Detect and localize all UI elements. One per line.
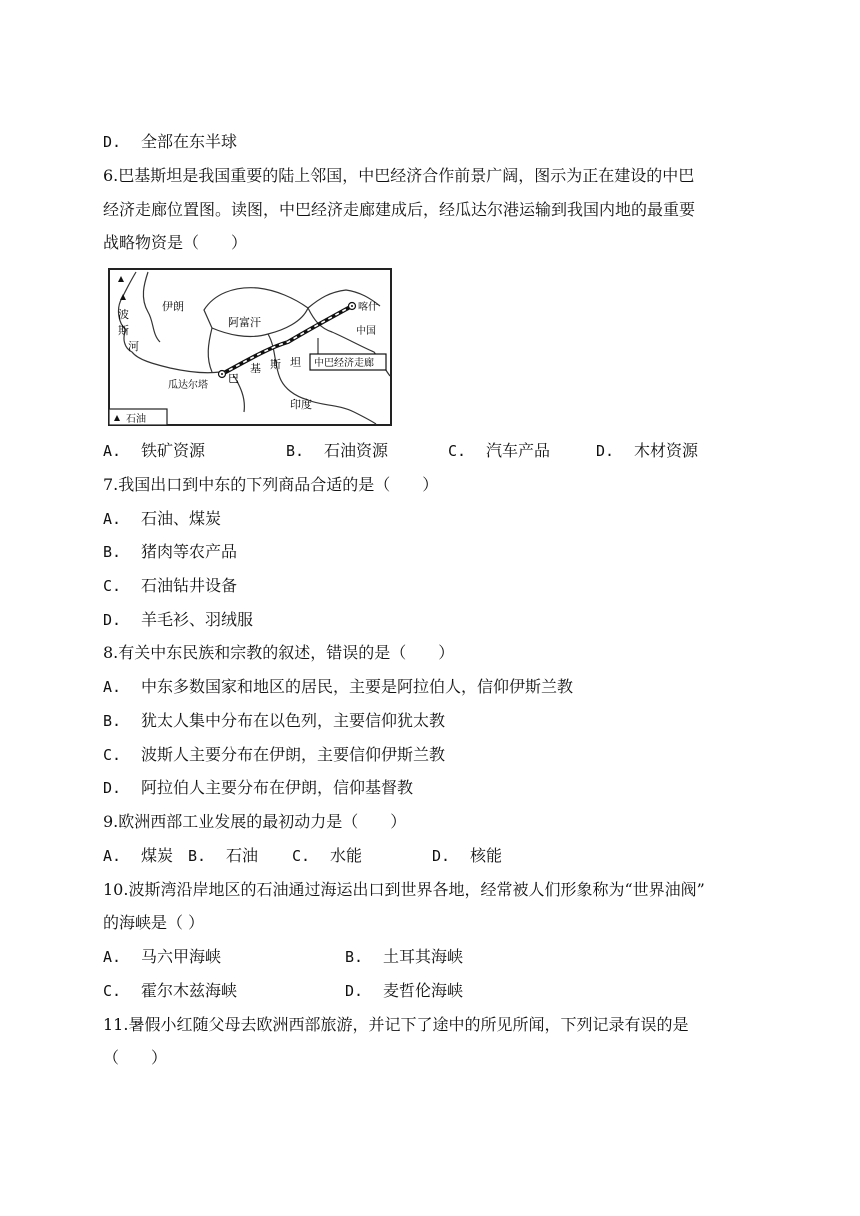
label-legend-oil: 石油 xyxy=(126,414,146,425)
q6-stem-line-3: 战略物资是（ ） xyxy=(103,233,248,252)
option-text: 水能 xyxy=(330,846,363,865)
option-text: 羊毛衫、羽绒服 xyxy=(141,610,254,629)
option-text: 石油钻井设备 xyxy=(141,576,238,595)
option-text: 核能 xyxy=(470,846,503,865)
option-letter: D. xyxy=(103,133,122,151)
q6-option-b xyxy=(286,441,388,461)
option-text: 土耳其海峡 xyxy=(383,947,464,966)
option-text: 石油、煤炭 xyxy=(141,509,222,528)
option-letter: B. xyxy=(345,948,364,966)
option-text: 犹太人集中分布在以色列，主要信仰犹太教 xyxy=(141,711,446,730)
option-text: 猪肉等农产品 xyxy=(141,542,238,561)
option-text: 马六甲海峡 xyxy=(141,947,222,966)
label-pakistan-2: 基 xyxy=(250,362,261,375)
option-letter: B. xyxy=(286,442,305,460)
q7-option-b xyxy=(103,542,237,562)
map-frame xyxy=(109,269,391,425)
q10-option-c xyxy=(103,981,237,1001)
q10-option-d xyxy=(345,981,463,1001)
option-letter: C. xyxy=(103,746,122,764)
option-letter: C. xyxy=(292,847,311,865)
q7-option-d xyxy=(103,610,253,630)
option-letter: A. xyxy=(103,847,122,865)
option-letter: D. xyxy=(432,847,451,865)
option-text: 铁矿资源 xyxy=(141,441,206,460)
option-letter: C. xyxy=(103,577,122,595)
option-letter: B. xyxy=(103,543,122,561)
option-text: 中东多数国家和地区的居民，主要是阿拉伯人，信仰伊斯兰教 xyxy=(141,677,574,696)
q9-option-a xyxy=(103,846,173,866)
q10-stem-line-2: 的海峡是（ ） xyxy=(103,913,205,932)
q9-option-b xyxy=(188,846,258,866)
label-corridor: 中巴经济走廊 xyxy=(314,358,374,369)
option-text: 煤炭 xyxy=(141,846,174,865)
option-text: 麦哲伦海峡 xyxy=(383,981,464,1000)
option-letter: D. xyxy=(596,442,615,460)
gwadar-marker-dot xyxy=(221,373,223,375)
option-letter: D. xyxy=(103,611,122,629)
q9-option-c xyxy=(292,846,362,866)
q6-option-a xyxy=(103,441,205,461)
option-letter: A. xyxy=(103,678,122,696)
q5-option-d xyxy=(103,132,237,152)
kashgar-marker-dot xyxy=(351,305,353,307)
q7-option-c xyxy=(103,576,237,596)
option-text: 阿拉伯人主要分布在伊朗，信仰基督教 xyxy=(141,778,414,797)
q8-option-c xyxy=(103,745,445,765)
label-pakistan-3: 斯 xyxy=(270,358,281,371)
option-text: 霍尔木兹海峡 xyxy=(141,981,238,1000)
q10-option-a xyxy=(103,947,221,967)
option-text: 石油 xyxy=(226,846,259,865)
option-letter: D. xyxy=(345,982,364,1000)
china-pakistan-corridor-map xyxy=(108,268,392,426)
label-gwadar: 瓜达尔塔 xyxy=(168,380,208,391)
option-text: 全部在东半球 xyxy=(141,132,238,151)
label-gulf-2: 斯 xyxy=(118,324,129,337)
q7-option-a xyxy=(103,509,221,529)
option-text: 汽车产品 xyxy=(486,441,551,460)
option-letter: C. xyxy=(103,982,122,1000)
q8-option-b xyxy=(103,711,445,731)
label-india: 印度 xyxy=(290,398,312,411)
label-china: 中国 xyxy=(356,326,376,337)
q6-stem-line-2: 经济走廊位置图。读图，中巴经济走廊建成后，经瓜达尔港运输到我国内地的最重要 xyxy=(103,200,696,219)
option-letter: A. xyxy=(103,948,122,966)
q10-stem-line-1: 10.波斯湾沿岸地区的石油通过海运出口到世界各地，经常被人们形象称为“世界油阀” xyxy=(103,880,705,899)
option-letter: D. xyxy=(103,779,122,797)
label-gulf-1: 波 xyxy=(118,308,129,321)
option-text: 木材资源 xyxy=(634,441,699,460)
q9-stem: 9.欧洲西部工业发展的最初动力是（ ） xyxy=(103,812,407,831)
q9-option-d xyxy=(432,846,502,866)
q8-option-a xyxy=(103,677,573,697)
q6-option-c xyxy=(448,441,550,461)
q11-stem-line-1: 11.暑假小红随父母去欧洲西部旅游，并记下了途中的所见所闻，下列记录有误的是 xyxy=(103,1015,689,1034)
label-kashgar: 喀什 xyxy=(358,302,378,313)
q6-option-d xyxy=(596,441,698,461)
option-text: 石油资源 xyxy=(324,441,389,460)
label-pakistan-1: 巴 xyxy=(228,372,239,385)
label-afghanistan: 阿富汗 xyxy=(228,316,261,329)
q7-stem: 7.我国出口到中东的下列商品合适的是（ ） xyxy=(103,475,439,494)
q10-option-b xyxy=(345,947,463,967)
q6-stem-line-1: 6.巴基斯坦是我国重要的陆上邻国，中巴经济合作前景广阔，图示为正在建设的中巴 xyxy=(103,166,695,185)
option-letter: A. xyxy=(103,510,122,528)
label-pakistan-4: 坦 xyxy=(290,356,301,369)
q11-stem-line-2: （ ） xyxy=(103,1048,168,1067)
q8-stem: 8.有关中东民族和宗教的叙述，错误的是（ ） xyxy=(103,643,455,662)
option-text: 波斯人主要分布在伊朗，主要信仰伊斯兰教 xyxy=(141,745,446,764)
option-letter: B. xyxy=(188,847,207,865)
label-gulf-3: 河 xyxy=(128,340,139,353)
label-iran: 伊朗 xyxy=(162,300,184,313)
option-letter: A. xyxy=(103,442,122,460)
q8-option-d xyxy=(103,778,413,798)
option-letter: C. xyxy=(448,442,467,460)
map-svg xyxy=(108,268,392,426)
option-letter: B. xyxy=(103,712,122,730)
